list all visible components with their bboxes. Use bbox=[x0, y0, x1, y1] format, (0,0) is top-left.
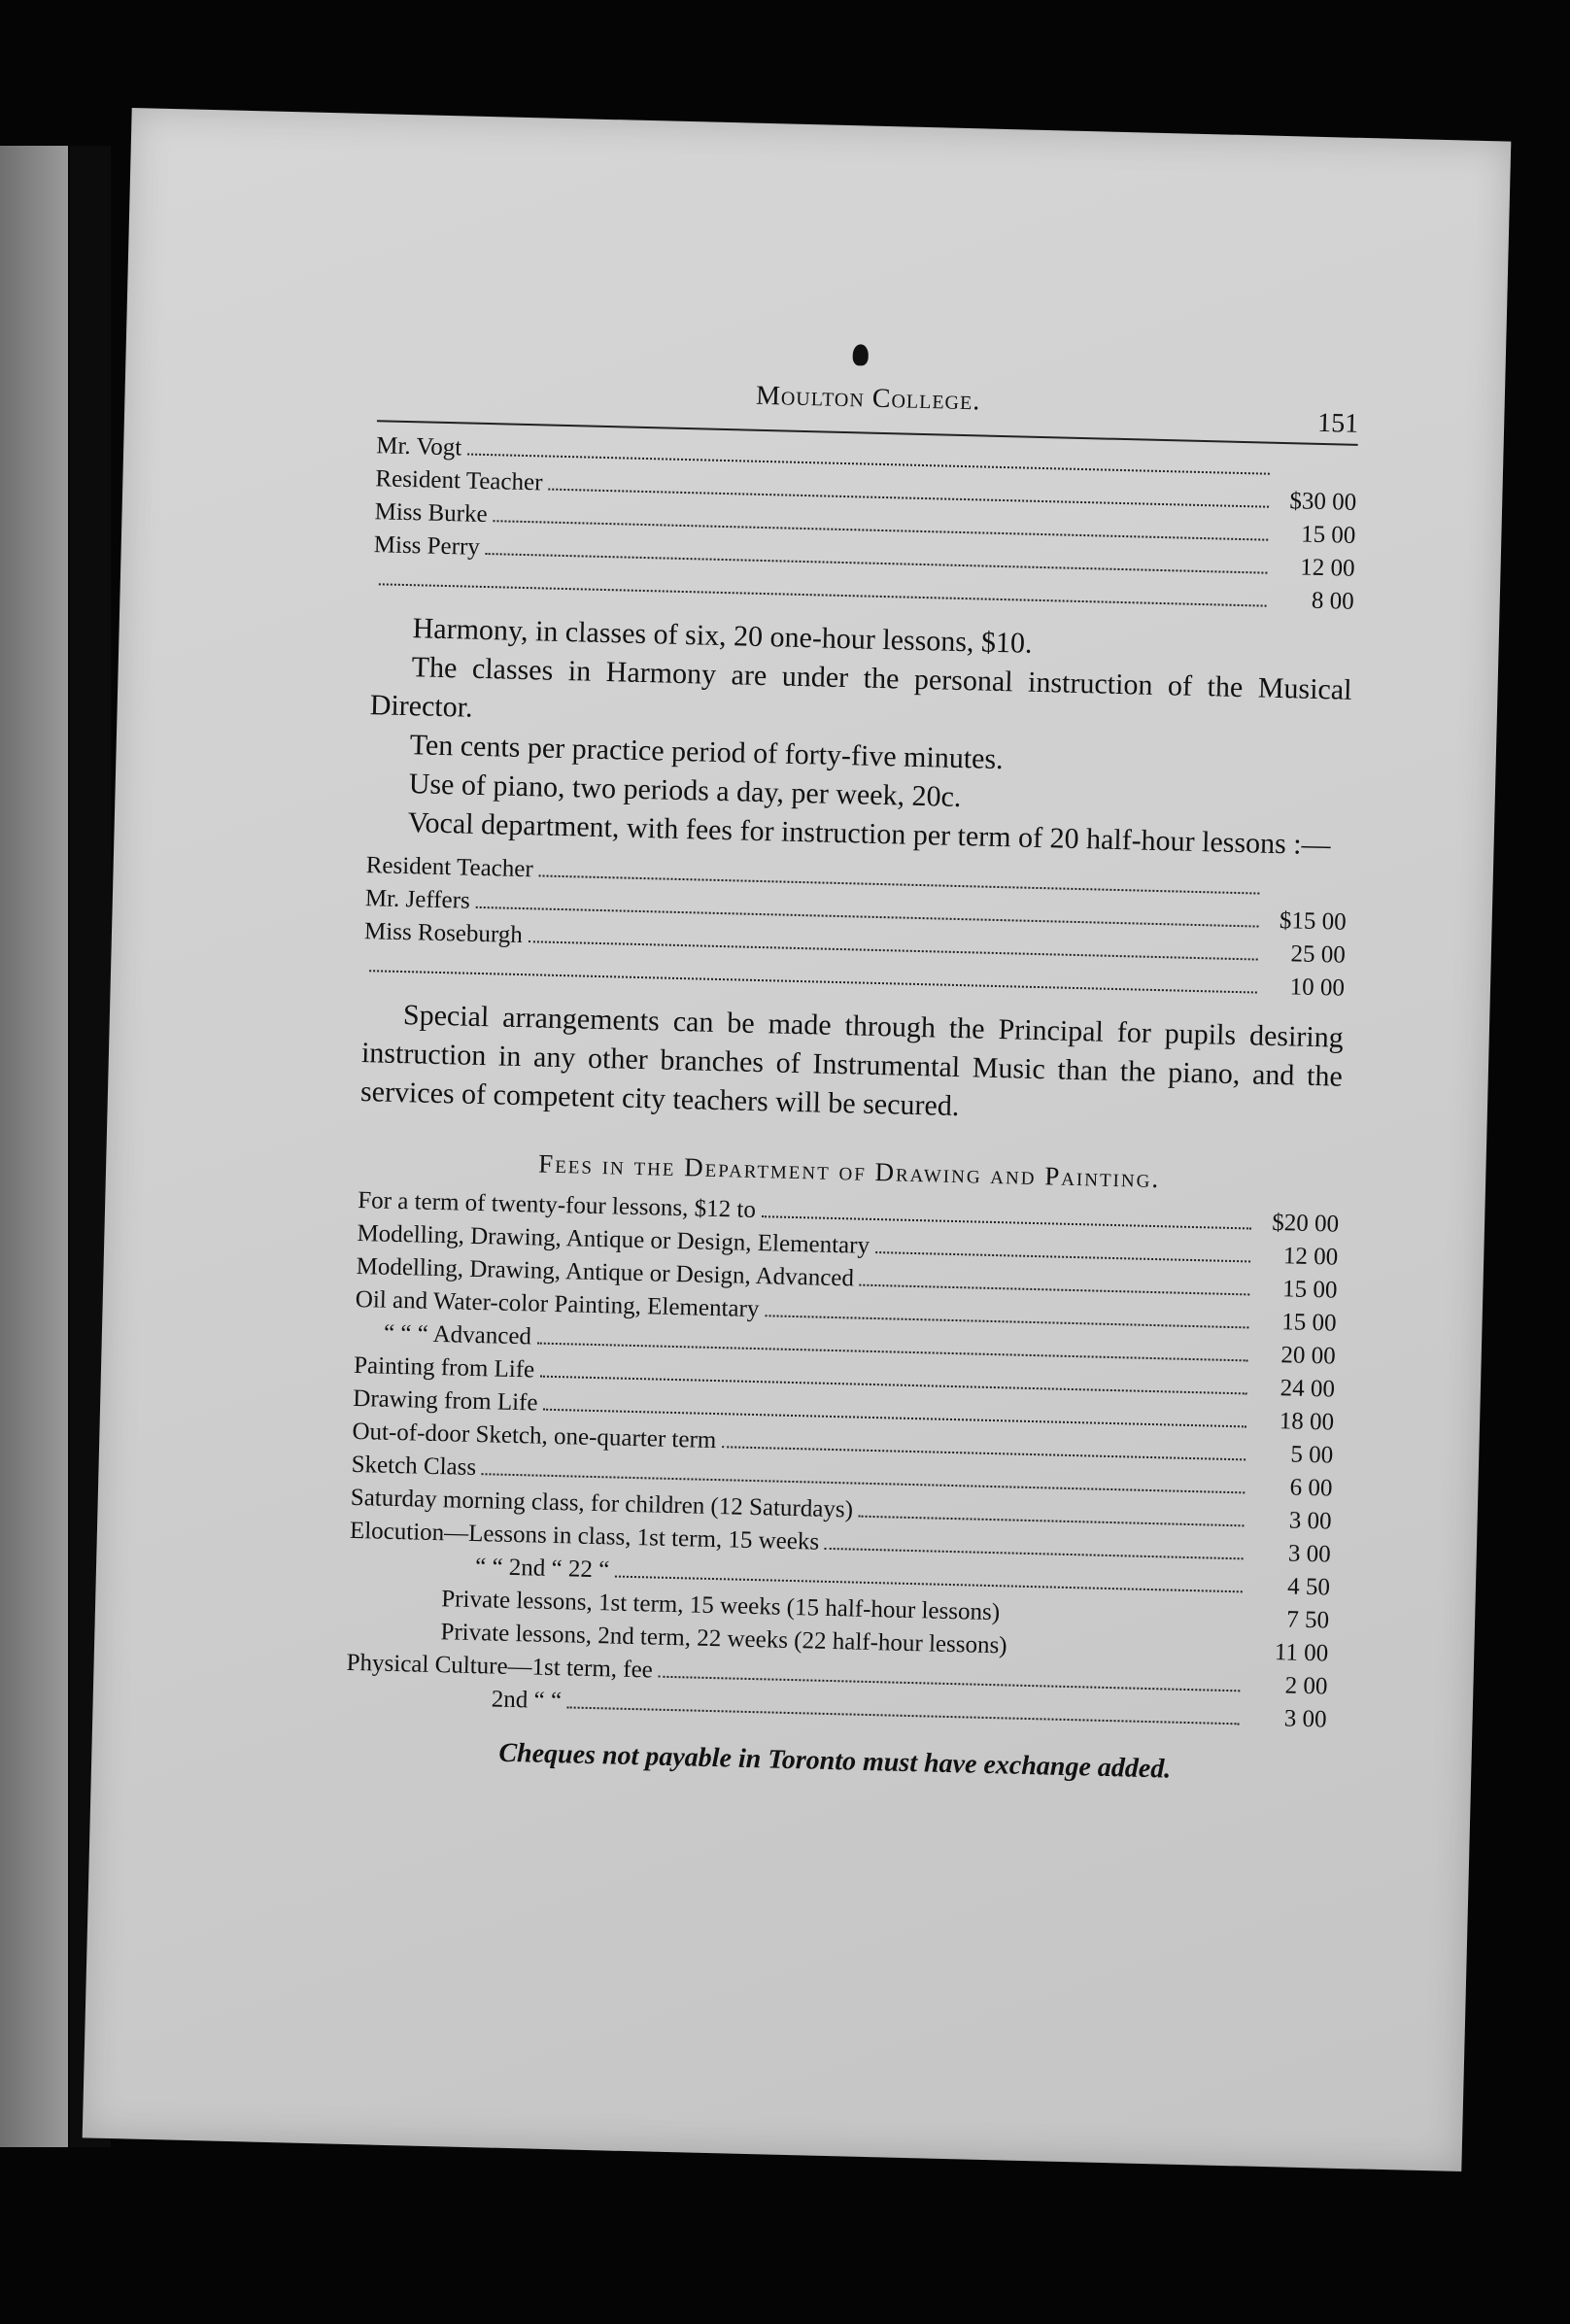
page-content bbox=[344, 371, 1359, 1789]
fee-amount: 3 00 bbox=[1283, 1705, 1327, 1733]
dot-leader bbox=[722, 1446, 1246, 1460]
harmony-instruction-paragraph: The classes in Harmony are under the personal instruction of the Musical Director. bbox=[369, 651, 1352, 724]
fee-label: “ “ “ Advanced bbox=[383, 1319, 532, 1350]
fee-label: Private lessons, 1st term, 15 weeks (15 half-hour lessons) bbox=[441, 1586, 1001, 1626]
fee-amount: 10 00 bbox=[1289, 974, 1346, 1002]
fee-label: Private lessons, 2nd term, 22 weeks (22 half-hour lessons) bbox=[440, 1619, 1007, 1659]
fee-label: Physical Culture—1st term, fee bbox=[346, 1649, 654, 1684]
fee-amount: 15 00 bbox=[1281, 1276, 1338, 1304]
fee-label: For a term of twenty-four lessons, $12 to bbox=[358, 1186, 757, 1223]
dot-leader bbox=[860, 1284, 1250, 1296]
fee-label: Miss Roseburgh bbox=[363, 918, 524, 949]
page-number: 151 bbox=[1316, 407, 1359, 439]
fee-label: Miss Burke bbox=[374, 498, 488, 529]
vocal-fee-list bbox=[363, 849, 1348, 1006]
dot-leader bbox=[567, 1706, 1240, 1725]
fee-amount bbox=[1280, 475, 1357, 477]
fee-label: Modelling, Drawing, Antique or Design, Elementary bbox=[357, 1219, 870, 1259]
fee-amount: 25 00 bbox=[1290, 940, 1347, 969]
fee-label: Modelling, Drawing, Antique or Design, Advanced bbox=[356, 1252, 855, 1292]
fee-amount: 20 00 bbox=[1280, 1342, 1337, 1370]
fee-amount: 2 00 bbox=[1284, 1672, 1328, 1700]
piano-use-paragraph: Use of piano, two periods a day, per week, 20c. bbox=[408, 768, 962, 814]
book-page bbox=[83, 108, 1512, 2171]
exchange-note: Cheques not payable in Toronto must have exchange added. bbox=[498, 1737, 1172, 1785]
fee-amount: 12 00 bbox=[1299, 554, 1355, 582]
vocal-paragraph: Vocal department, with fees for instruction per term of 20 half-hour lessons :— bbox=[407, 806, 1332, 862]
fee-label: Sketch Class bbox=[351, 1451, 477, 1482]
fee-amount: 8 00 bbox=[1311, 587, 1355, 615]
fee-amount: 24 00 bbox=[1280, 1375, 1336, 1403]
fee-amount: 18 00 bbox=[1279, 1408, 1335, 1436]
fee-amount: 15 00 bbox=[1280, 1309, 1337, 1337]
fee-label: 2nd “ “ bbox=[491, 1686, 563, 1715]
practice-paragraph: Ten cents per practice period of forty-five minutes. bbox=[409, 729, 1005, 776]
piano-fee-list bbox=[373, 429, 1358, 619]
fee-amount: 5 00 bbox=[1290, 1441, 1334, 1469]
fee-label: Mr. Jeffers bbox=[364, 885, 471, 914]
harmony-paragraph: Harmony, in classes of six, 20 one-hour lessons, $10. bbox=[412, 612, 1033, 660]
facing-page-edge bbox=[0, 146, 68, 2147]
fee-label: Saturday morning class, for children (12 Saturdays) bbox=[350, 1484, 854, 1523]
dot-leader bbox=[762, 1215, 1251, 1229]
dot-leader bbox=[825, 1548, 1244, 1560]
special-arrangements-paragraph: Special arrangements can be made through the Principal for pupils desiring instruction in any other branches of Instrumental Music than the piano, and the services of competent city teachers will be secured. bbox=[359, 999, 1345, 1123]
fee-label: Painting from Life bbox=[353, 1351, 535, 1384]
dot-leader bbox=[875, 1251, 1250, 1262]
fee-label: Drawing from Life bbox=[353, 1384, 538, 1417]
fee-label: Resident Teacher bbox=[365, 852, 534, 883]
dot-leader bbox=[765, 1315, 1248, 1328]
fee-label: Miss Perry bbox=[373, 531, 481, 561]
fee-amount: 6 00 bbox=[1289, 1474, 1333, 1502]
fee-label: Oil and Water-color Painting, Elementary bbox=[355, 1285, 760, 1323]
fee-amount: 3 00 bbox=[1287, 1540, 1332, 1568]
fee-amount: 3 00 bbox=[1288, 1507, 1332, 1535]
printer-ornament-icon bbox=[852, 344, 869, 365]
fee-amount bbox=[1269, 895, 1347, 897]
fee-amount: 7 50 bbox=[1286, 1606, 1330, 1634]
fee-amount: 15 00 bbox=[1300, 521, 1356, 549]
dot-leader bbox=[859, 1516, 1245, 1527]
fee-amount: $15 00 bbox=[1279, 907, 1347, 936]
fee-label: Mr. Vogt bbox=[375, 432, 462, 461]
running-title: Moulton College. bbox=[755, 380, 981, 417]
fee-label: “ “ 2nd “ 22 “ bbox=[474, 1554, 610, 1584]
fee-amount: 11 00 bbox=[1274, 1639, 1329, 1667]
drawing-fee-list bbox=[345, 1184, 1339, 1737]
fee-label: Resident Teacher bbox=[375, 465, 543, 496]
fee-amount: 12 00 bbox=[1282, 1243, 1339, 1271]
fee-label: Out-of-door Sketch, one-quarter term bbox=[352, 1418, 717, 1454]
fee-amount: $30 00 bbox=[1289, 488, 1357, 516]
fee-amount: 4 50 bbox=[1286, 1573, 1331, 1601]
section-heading: Fees in the Department of Drawing and Painting. bbox=[537, 1148, 1161, 1194]
fee-label: Elocution—Lessons in class, 1st term, 15 weeks bbox=[349, 1517, 820, 1555]
fee-amount: $20 00 bbox=[1271, 1209, 1340, 1238]
